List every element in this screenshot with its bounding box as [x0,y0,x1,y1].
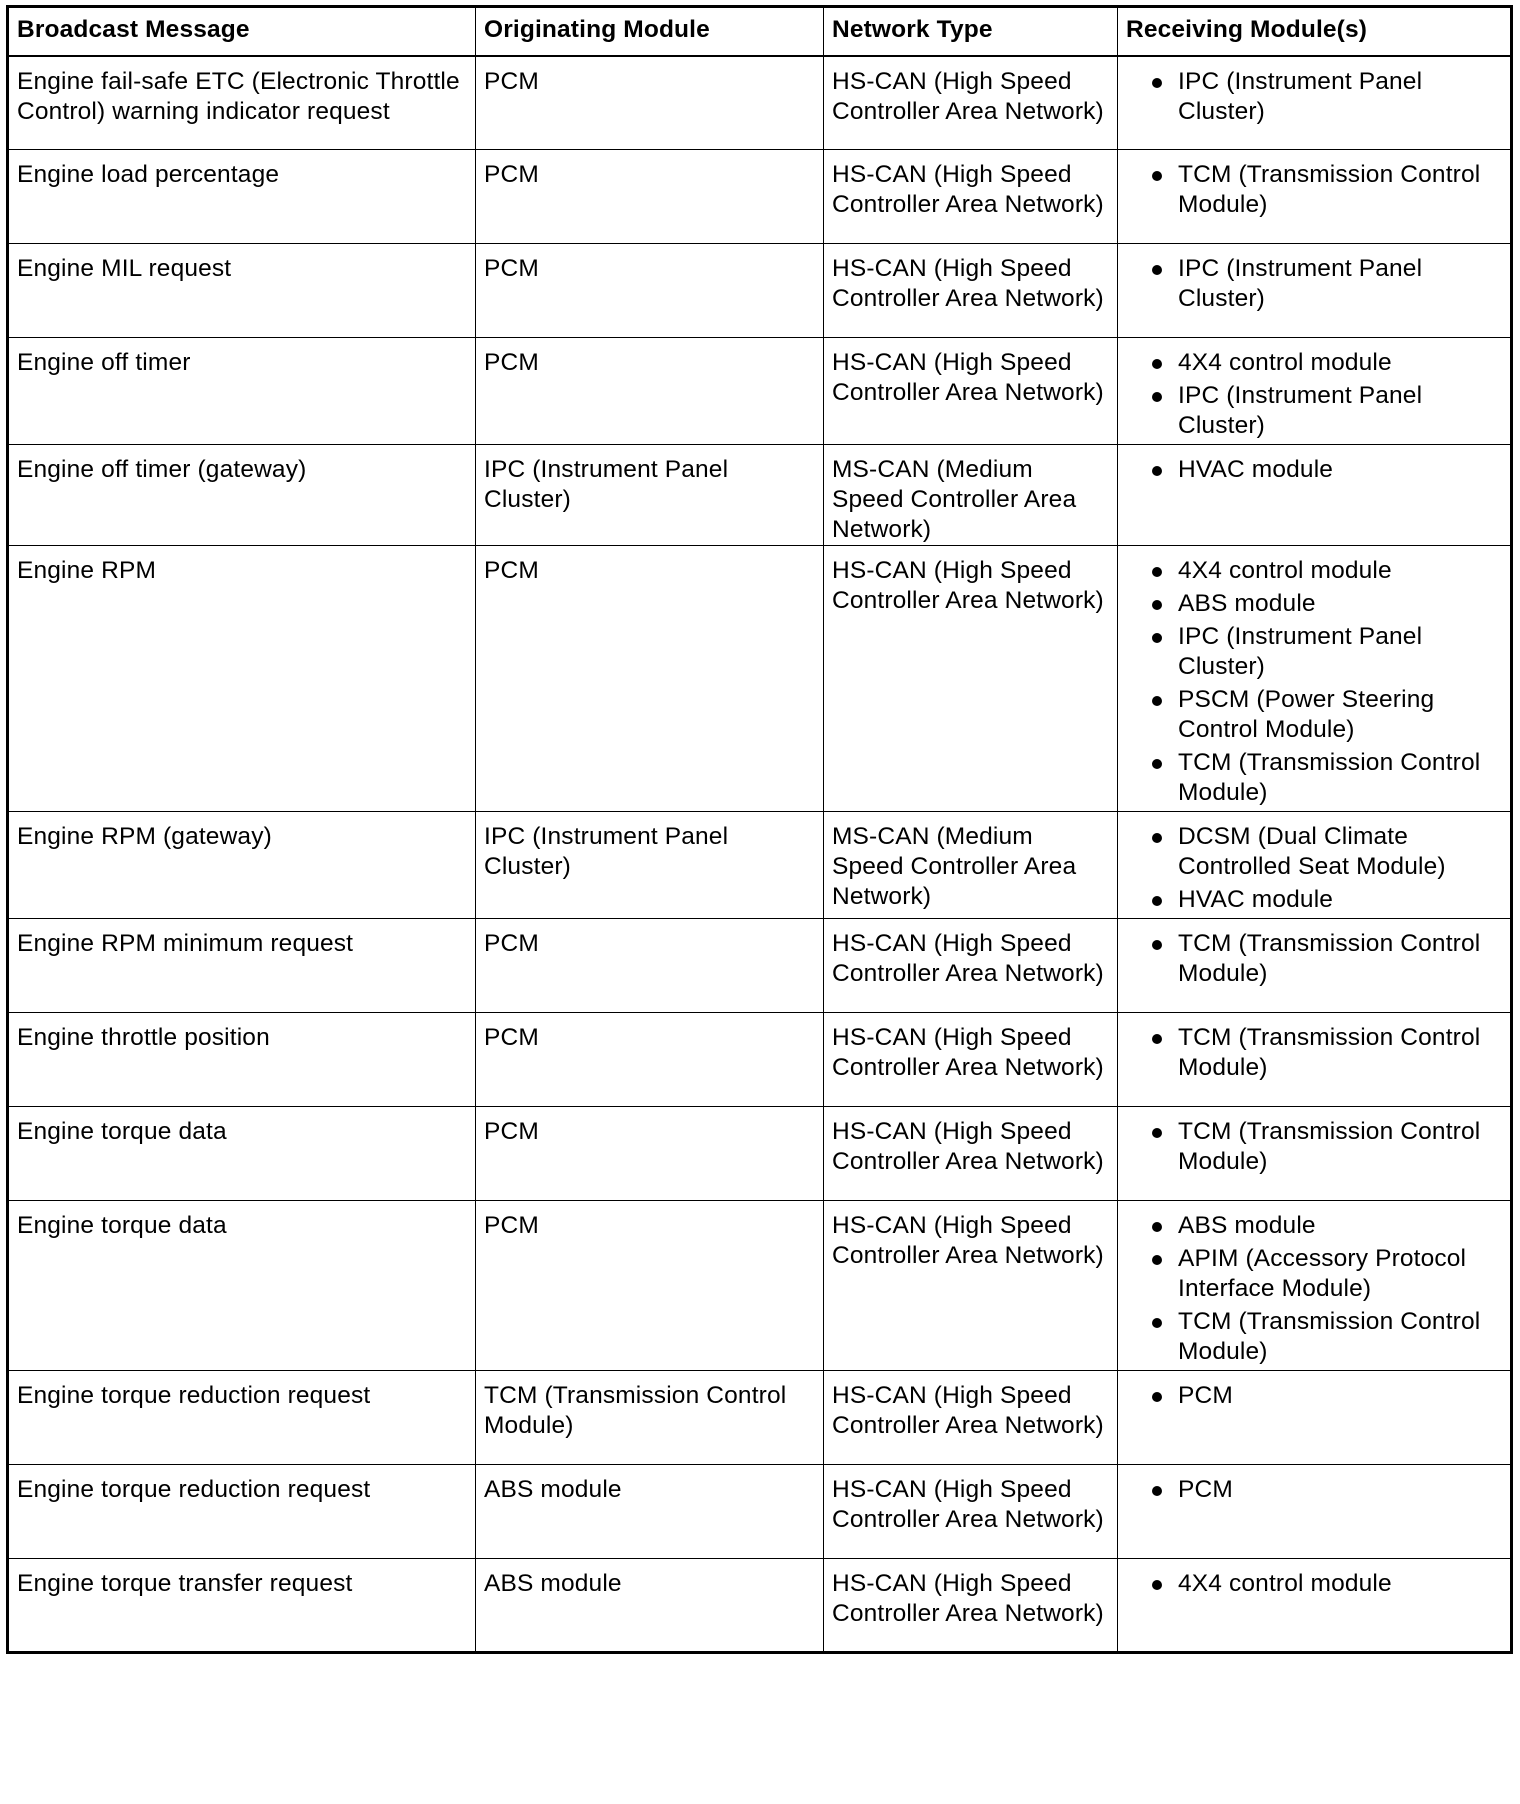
list-item [1126,929,1502,989]
originating-module-cell: PCM [476,244,824,338]
receiving-modules-cell [1118,1465,1512,1559]
network-type-cell: HS-CAN (High Speed Controller Area Network) [824,1201,1118,1371]
receiving-modules-list [1126,254,1502,314]
receiving-module-label: 4X4 control module [1178,557,1392,584]
receiving-modules-cell [1118,445,1512,546]
receiving-module-label: 4X4 control module [1178,349,1392,376]
receiving-module-label: HVAC module [1178,456,1334,483]
list-item [1126,1307,1502,1367]
bullet-icon [1152,940,1162,950]
bullet-icon [1152,265,1162,275]
list-item [1126,589,1502,619]
bullet-icon [1152,1222,1162,1232]
table-body [8,56,1512,1653]
table-row [8,445,1512,546]
message-cell: Engine off timer [8,338,476,445]
bullet-icon [1152,567,1162,577]
table-row [8,1201,1512,1371]
bullet-icon [1152,78,1162,88]
bullet-icon [1152,896,1162,906]
table-row [8,1013,1512,1107]
originating-module-cell: PCM [476,1013,824,1107]
broadcast-message-table-wrap [6,5,1510,1654]
receiving-module-label: IPC (Instrument Panel Cluster) [1178,67,1423,125]
receiving-module-label: HVAC module [1178,886,1334,913]
receiving-module-label: ABS module [1178,590,1316,617]
network-type-cell: HS-CAN (High Speed Controller Area Network) [824,56,1118,150]
bullet-icon [1152,359,1162,369]
table-header-row [8,7,1512,56]
receiving-module-label: TCM (Transmission Control Module) [1178,161,1481,218]
table-row [8,1107,1512,1201]
bullet-icon [1152,1034,1162,1044]
list-item [1126,1569,1502,1599]
table-row [8,150,1512,244]
message-cell: Engine torque transfer request [8,1559,476,1653]
receiving-modules-cell [1118,244,1512,338]
network-type-cell: HS-CAN (High Speed Controller Area Network) [824,150,1118,244]
table-row [8,546,1512,812]
list-item [1126,1244,1502,1304]
bullet-icon [1152,466,1162,476]
receiving-modules-cell [1118,1201,1512,1371]
column-header-broadcast-message: Broadcast Message [8,7,476,56]
receiving-module-label: APIM (Accessory Protocol Interface Module) [1178,1245,1467,1302]
message-cell: Engine MIL request [8,244,476,338]
table-row [8,56,1512,150]
receiving-module-label: DCSM (Dual Climate Controlled Seat Module) [1178,823,1446,880]
receiving-modules-list [1126,1569,1502,1599]
list-item [1126,556,1502,586]
list-item [1126,622,1502,682]
originating-module-cell: PCM [476,338,824,445]
receiving-module-label: PSCM (Power Steering Control Module) [1178,686,1435,743]
receiving-modules-cell [1118,812,1512,919]
receiving-module-label: 4X4 control module [1178,1570,1392,1597]
bullet-icon [1152,392,1162,402]
receiving-modules-cell [1118,919,1512,1013]
bullet-icon [1152,1128,1162,1138]
bullet-icon [1152,1255,1162,1265]
originating-module-cell: PCM [476,150,824,244]
table-row [8,1559,1512,1653]
originating-module-cell: PCM [476,1201,824,1371]
originating-module-cell: PCM [476,56,824,150]
list-item [1126,685,1502,745]
receiving-modules-list [1126,455,1502,485]
list-item [1126,160,1502,220]
message-cell: Engine RPM [8,546,476,812]
network-type-cell: MS-CAN (Medium Speed Controller Area Network) [824,445,1118,546]
bullet-icon [1152,1392,1162,1402]
originating-module-cell: IPC (Instrument Panel Cluster) [476,812,824,919]
message-cell: Engine torque data [8,1201,476,1371]
network-type-cell: HS-CAN (High Speed Controller Area Network) [824,919,1118,1013]
broadcast-message-table [6,5,1513,1654]
table-row [8,1465,1512,1559]
list-item [1126,254,1502,314]
list-item [1126,381,1502,441]
message-cell: Engine load percentage [8,150,476,244]
message-cell: Engine RPM (gateway) [8,812,476,919]
receiving-modules-list [1126,822,1502,915]
receiving-modules-cell [1118,1371,1512,1465]
receiving-module-label: TCM (Transmission Control Module) [1178,1024,1481,1081]
originating-module-cell: TCM (Transmission Control Module) [476,1371,824,1465]
list-item [1126,1381,1502,1411]
receiving-module-label: ABS module [1178,1212,1316,1239]
receiving-module-label: IPC (Instrument Panel Cluster) [1178,623,1423,680]
receiving-modules-list [1126,160,1502,220]
bullet-icon [1152,833,1162,843]
receiving-modules-cell [1118,1559,1512,1653]
receiving-module-label: IPC (Instrument Panel Cluster) [1178,382,1423,439]
receiving-modules-list [1126,348,1502,441]
receiving-modules-list [1126,1381,1502,1411]
network-type-cell: HS-CAN (High Speed Controller Area Network) [824,338,1118,445]
originating-module-cell: PCM [476,919,824,1013]
message-cell: Engine torque reduction request [8,1371,476,1465]
receiving-modules-cell [1118,338,1512,445]
column-header-receiving-modules: Receiving Module(s) [1118,7,1512,56]
table-row [8,338,1512,445]
receiving-modules-list [1126,67,1502,127]
table-row [8,1371,1512,1465]
network-type-cell: HS-CAN (High Speed Controller Area Network) [824,1371,1118,1465]
list-item [1126,748,1502,808]
receiving-module-label: IPC (Instrument Panel Cluster) [1178,255,1423,312]
network-type-cell: HS-CAN (High Speed Controller Area Network) [824,546,1118,812]
originating-module-cell: ABS module [476,1559,824,1653]
receiving-modules-cell [1118,150,1512,244]
network-type-cell: HS-CAN (High Speed Controller Area Network) [824,244,1118,338]
network-type-cell: HS-CAN (High Speed Controller Area Network) [824,1013,1118,1107]
message-cell: Engine fail-safe ETC (Electronic Throttle Control) warning indicator request [8,56,476,150]
receiving-modules-cell [1118,56,1512,150]
network-type-cell: HS-CAN (High Speed Controller Area Network) [824,1107,1118,1201]
receiving-modules-cell [1118,1013,1512,1107]
message-cell: Engine torque reduction request [8,1465,476,1559]
bullet-icon [1152,1580,1162,1590]
column-header-originating-module: Originating Module [476,7,824,56]
message-cell: Engine throttle position [8,1013,476,1107]
network-type-cell: HS-CAN (High Speed Controller Area Network) [824,1465,1118,1559]
bullet-icon [1152,1318,1162,1328]
table-row [8,919,1512,1013]
network-type-cell: MS-CAN (Medium Speed Controller Area Network) [824,812,1118,919]
table-row [8,812,1512,919]
network-type-cell: HS-CAN (High Speed Controller Area Network) [824,1559,1118,1653]
list-item [1126,1475,1502,1505]
bullet-icon [1152,600,1162,610]
list-item [1126,1211,1502,1241]
receiving-module-label: TCM (Transmission Control Module) [1178,1118,1481,1175]
originating-module-cell: IPC (Instrument Panel Cluster) [476,445,824,546]
receiving-module-label: PCM [1178,1382,1233,1409]
bullet-icon [1152,633,1162,643]
column-header-network-type: Network Type [824,7,1118,56]
originating-module-cell: PCM [476,1107,824,1201]
bullet-icon [1152,696,1162,706]
receiving-modules-list [1126,1211,1502,1367]
table-row [8,244,1512,338]
message-cell: Engine torque data [8,1107,476,1201]
bullet-icon [1152,759,1162,769]
receiving-modules-cell [1118,546,1512,812]
receiving-modules-list [1126,1023,1502,1083]
message-cell: Engine RPM minimum request [8,919,476,1013]
bullet-icon [1152,1486,1162,1496]
receiving-modules-list [1126,556,1502,808]
list-item [1126,455,1502,485]
receiving-modules-cell [1118,1107,1512,1201]
bullet-icon [1152,171,1162,181]
list-item [1126,885,1502,915]
originating-module-cell: ABS module [476,1465,824,1559]
list-item [1126,348,1502,378]
receiving-module-label: TCM (Transmission Control Module) [1178,930,1481,987]
receiving-modules-list [1126,1475,1502,1505]
list-item [1126,822,1502,882]
receiving-module-label: TCM (Transmission Control Module) [1178,1308,1481,1365]
receiving-module-label: PCM [1178,1476,1233,1503]
receiving-modules-list [1126,929,1502,989]
list-item [1126,1023,1502,1083]
list-item [1126,67,1502,127]
message-cell: Engine off timer (gateway) [8,445,476,546]
receiving-module-label: TCM (Transmission Control Module) [1178,749,1481,806]
list-item [1126,1117,1502,1177]
originating-module-cell: PCM [476,546,824,812]
receiving-modules-list [1126,1117,1502,1177]
